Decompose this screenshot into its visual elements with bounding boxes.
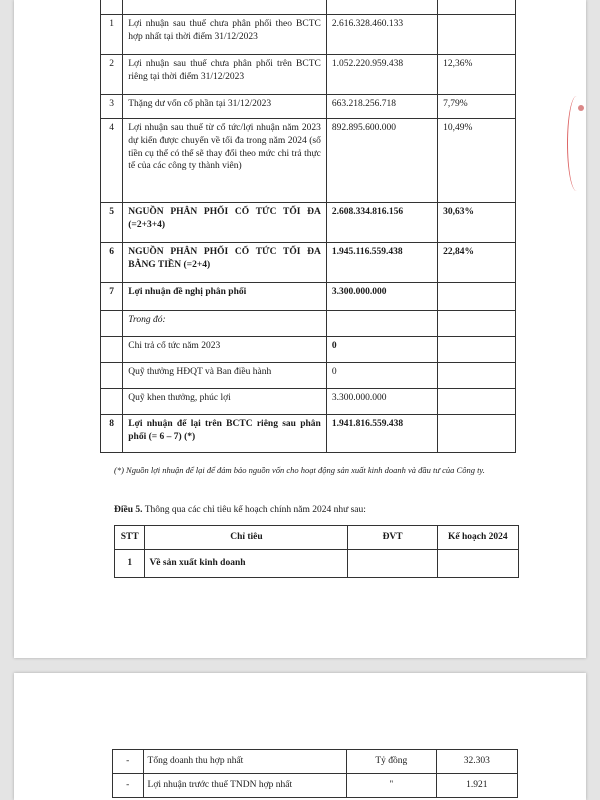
- row-description: Lợi nhuận trước thuế TNDN hợp nhất: [143, 773, 347, 797]
- row-plan: 1.921: [436, 773, 517, 797]
- table-row: [113, 750, 518, 774]
- article-heading: [114, 505, 366, 515]
- table-row: [101, 337, 516, 363]
- document-page-2: [14, 673, 586, 800]
- row-amount: 3.300.000.000: [326, 389, 437, 415]
- row-unit: ": [347, 773, 437, 797]
- table-row: [101, 203, 516, 243]
- row-percent: 10,49%: [438, 119, 516, 203]
- seal-stamp-edge: [567, 96, 586, 191]
- plan-table: [114, 525, 519, 578]
- row-number: 3: [101, 95, 123, 119]
- row-description: Lợi nhuận sau thuế từ cổ tức/lợi nhuận năm 2023 dự kiến được chuyển về tối đa trong năm 2024 (số tiền cụ thể có thể sẽ thay đổi theo mức chi trả thực tế của các công ty thành viên): [123, 119, 327, 203]
- table-row: [101, 0, 516, 15]
- table-header-row: [115, 526, 519, 550]
- row-percent: [438, 15, 516, 55]
- row-amount: 1.945.116.559.438: [326, 243, 437, 283]
- footnote: (*) Nguồn lợi nhuận để lại để đảm bảo nguồn vốn cho hoạt động sản xuất kinh doanh và đầu tư của Công ty.: [114, 465, 485, 475]
- row-percent: 7,79%: [438, 95, 516, 119]
- header-indicator: Chỉ tiêu: [145, 526, 348, 550]
- header-unit: ĐVT: [348, 526, 437, 550]
- article-label: Điều 5.: [114, 505, 143, 515]
- row-amount: 1.941.816.559.438: [326, 415, 437, 453]
- row-description: Quỹ thưởng HĐQT và Ban điều hành: [123, 363, 327, 389]
- row-number: 5: [101, 203, 123, 243]
- row-amount: 663.218.256.718: [326, 95, 437, 119]
- row-amount: 3.300.000.000: [326, 283, 437, 311]
- table-row: [101, 283, 516, 311]
- table-row: [101, 389, 516, 415]
- row-description: Quỹ khen thưởng, phúc lợi: [123, 389, 327, 415]
- row-number: 8: [101, 415, 123, 453]
- document-page-1: [14, 0, 586, 658]
- header-plan: Kế hoạch 2024: [437, 526, 518, 550]
- plan-table-continued: [112, 749, 518, 798]
- row-number: 7: [101, 283, 123, 311]
- row-percent: 22,84%: [438, 243, 516, 283]
- row-plan: 32.303: [436, 750, 517, 774]
- row-description: Lợi nhuận sau thuế chưa phân phối theo BCTC hợp nhất tại thời điểm 31/12/2023: [123, 15, 327, 55]
- profit-distribution-table: [100, 0, 516, 453]
- row-description: Chi trả cổ tức năm 2023: [123, 337, 327, 363]
- row-number: 1: [115, 549, 145, 577]
- header-stt: STT: [115, 526, 145, 550]
- row-number: 4: [101, 119, 123, 203]
- row-description: Trong đó:: [123, 311, 327, 337]
- row-description: NGUỒN PHÂN PHỐI CỔ TỨC TỐI ĐA BẰNG TIỀN (=2+4): [123, 243, 327, 283]
- seal-stamp-mark: [578, 105, 584, 111]
- row-description: Lợi nhuận sau thuế chưa phân phối trên BCTC riêng tại thời điểm 31/12/2023: [123, 55, 327, 95]
- table-row: [101, 95, 516, 119]
- table-row: [101, 119, 516, 203]
- row-description: Thặng dư vốn cổ phần tại 31/12/2023: [123, 95, 327, 119]
- row-amount: 1.052.220.959.438: [326, 55, 437, 95]
- row-description: Tổng doanh thu hợp nhất: [143, 750, 347, 774]
- row-percent: 30,63%: [438, 203, 516, 243]
- row-number: -: [113, 773, 144, 797]
- row-number: 6: [101, 243, 123, 283]
- row-amount: 2.608.334.816.156: [326, 203, 437, 243]
- row-unit: Tỷ đồng: [347, 750, 437, 774]
- row-description: Về sản xuất kinh doanh: [145, 549, 348, 577]
- table-row: [101, 55, 516, 95]
- row-percent: [438, 283, 516, 311]
- row-amount: 2.616.328.460.133: [326, 15, 437, 55]
- table-row: [101, 15, 516, 55]
- table-row: [115, 549, 519, 577]
- row-description: Lợi nhuận để lại trên BCTC riêng sau phân phối (= 6 – 7) (*): [123, 415, 327, 453]
- table-row: [101, 311, 516, 337]
- table-row: [101, 415, 516, 453]
- row-amount: 0: [326, 363, 437, 389]
- row-amount: 0: [326, 337, 437, 363]
- table-row: [101, 243, 516, 283]
- row-number: -: [113, 750, 144, 774]
- table-row: [101, 363, 516, 389]
- row-number: 2: [101, 55, 123, 95]
- table-row: [113, 773, 518, 797]
- row-amount: 892.895.600.000: [326, 119, 437, 203]
- row-description: NGUỒN PHÂN PHỐI CỔ TỨC TỐI ĐA (=2+3+4): [123, 203, 327, 243]
- row-description: Lợi nhuận đề nghị phân phối: [123, 283, 327, 311]
- row-number: 1: [101, 15, 123, 55]
- row-percent: 12,36%: [438, 55, 516, 95]
- article-text: Thông qua các chỉ tiêu kế hoạch chính năm 2024 như sau:: [142, 505, 366, 515]
